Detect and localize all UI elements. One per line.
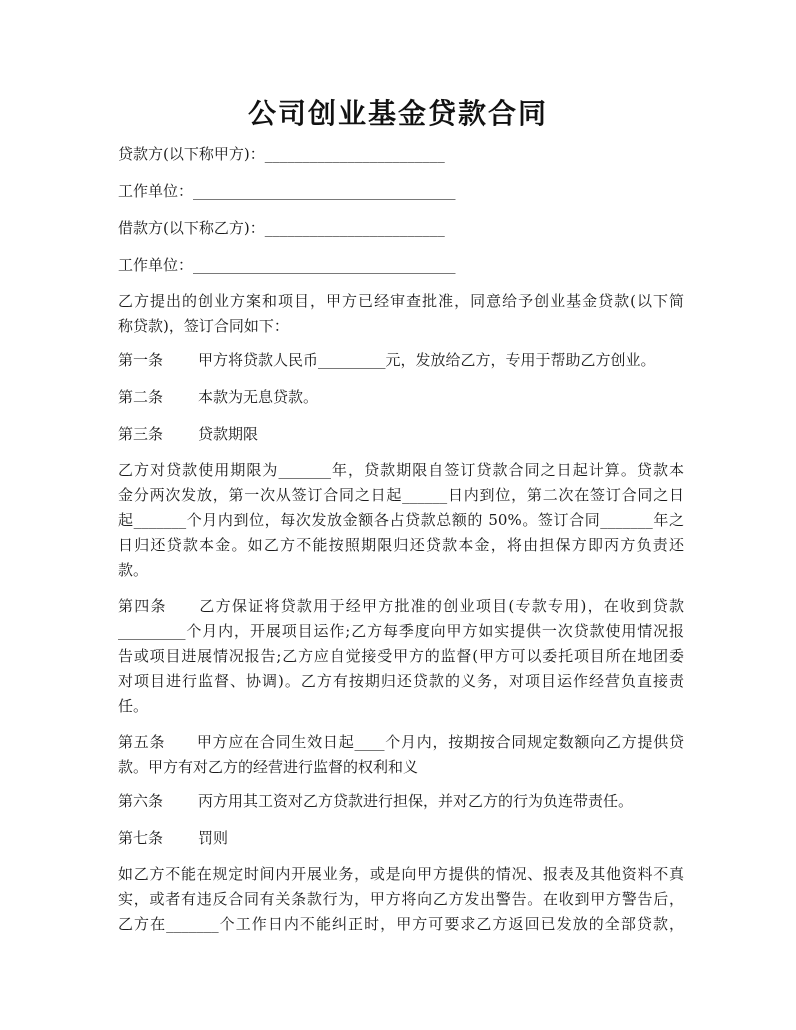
article-7-body [118,862,684,937]
borrower-workunit-label: 工作单位： [118,256,194,274]
article-4 [118,594,684,719]
article-7-line: 如乙方不能在规定时间内开展业务，或是向甲方提供的情况、报表及其他资料不真 [118,865,684,883]
article-3-line: 款。 [118,561,149,579]
lender-blank: ________________________ [264,145,445,163]
article-2 [118,387,684,407]
article-3 [118,424,684,444]
lender-workunit-field [118,181,684,201]
document-body [118,144,684,948]
article-1-text: 甲方将贷款人民币_________元，发放给乙方，专用于帮助乙方创业。 [198,351,656,369]
article-2-text: 本款为无息贷款。 [198,388,319,406]
intro-line: 称贷款)，签订合同如下： [118,317,289,335]
lender-label: 贷款方(以下称甲方)： [118,145,265,163]
borrower-workunit-blank: ___________________________________ [193,256,456,274]
article-3-body [118,458,684,583]
document-title: 公司创业基金贷款合同 [247,97,548,130]
article-7-line: 实，或者有违反合同有关条款行为，甲方将向乙方发出警告。在收到甲方警告后， [118,890,684,908]
article-3-number: 第三条 [118,425,164,443]
borrower-label: 借款方(以下称乙方)： [118,219,265,237]
article-1 [118,350,684,370]
lender-workunit-label: 工作单位： [118,182,194,200]
article-3-line: 日归还贷款本金。如乙方不能按照期限归还贷款本金，将由担保方即丙方负责还 [118,536,684,554]
article-7-line: 乙方在_______个工作日内不能纠正时，甲方可要求乙方返回已发放的全部贷款， [118,915,684,933]
article-6-number: 第六条 [118,792,164,810]
article-3-line: 金分两次发放，第一次从签订合同之日起______日内到位，第二次在签订合同之日 [118,486,684,504]
article-5-line: 款。甲方有对乙方的经营进行监督的权利和义 [118,758,419,776]
article-4-line: _________个月内，开展项目运作;乙方每季度向甲方如实提供一次贷款使用情况报 [118,622,684,640]
article-3-line: 起_______个月内到位，每次发放金额各占贷款总额的 50%。签订合同_______年之 [118,511,684,529]
article-6-text: 丙方用其工资对乙方贷款进行担保，并对乙方的行为负连带责任。 [198,792,634,810]
article-3-line: 乙方对贷款使用期限为_______年，贷款期限自签订贷款合同之日起计算。贷款本 [118,461,684,479]
article-4-line: 任。 [118,697,149,715]
article-6 [118,791,684,811]
article-5 [118,730,684,780]
article-7-number: 第七条 [118,829,164,847]
article-3-text: 贷款期限 [198,425,259,443]
borrower-blank: ________________________ [264,219,445,237]
article-7 [118,828,684,848]
article-7-text: 罚则 [198,829,229,847]
intro-paragraph [118,289,684,339]
borrower-workunit-field [118,255,684,275]
borrower-field [118,218,684,238]
article-4-line: 告或项目进展情况报告;乙方应自觉接受甲方的监督(甲方可以委托项目所在地团委 [118,647,684,665]
article-1-number: 第一条 [118,351,164,369]
article-4-line: 第四条 乙方保证将贷款用于经甲方批准的创业项目(专款专用)，在收到贷款 [118,597,684,615]
article-5-line: 第五条 甲方应在合同生效日起____个月内，按期按合同规定数额向乙方提供贷 [118,733,684,751]
article-4-line: 对项目进行监督、协调)。乙方有按期归还贷款的义务，对项目运作经营负直接责 [118,672,684,690]
lender-workunit-blank: ___________________________________ [193,182,456,200]
article-2-number: 第二条 [118,388,164,406]
lender-field [118,144,684,164]
intro-line: 乙方提出的创业方案和项目，甲方已经审查批准，同意给予创业基金贷款(以下简 [118,292,684,310]
